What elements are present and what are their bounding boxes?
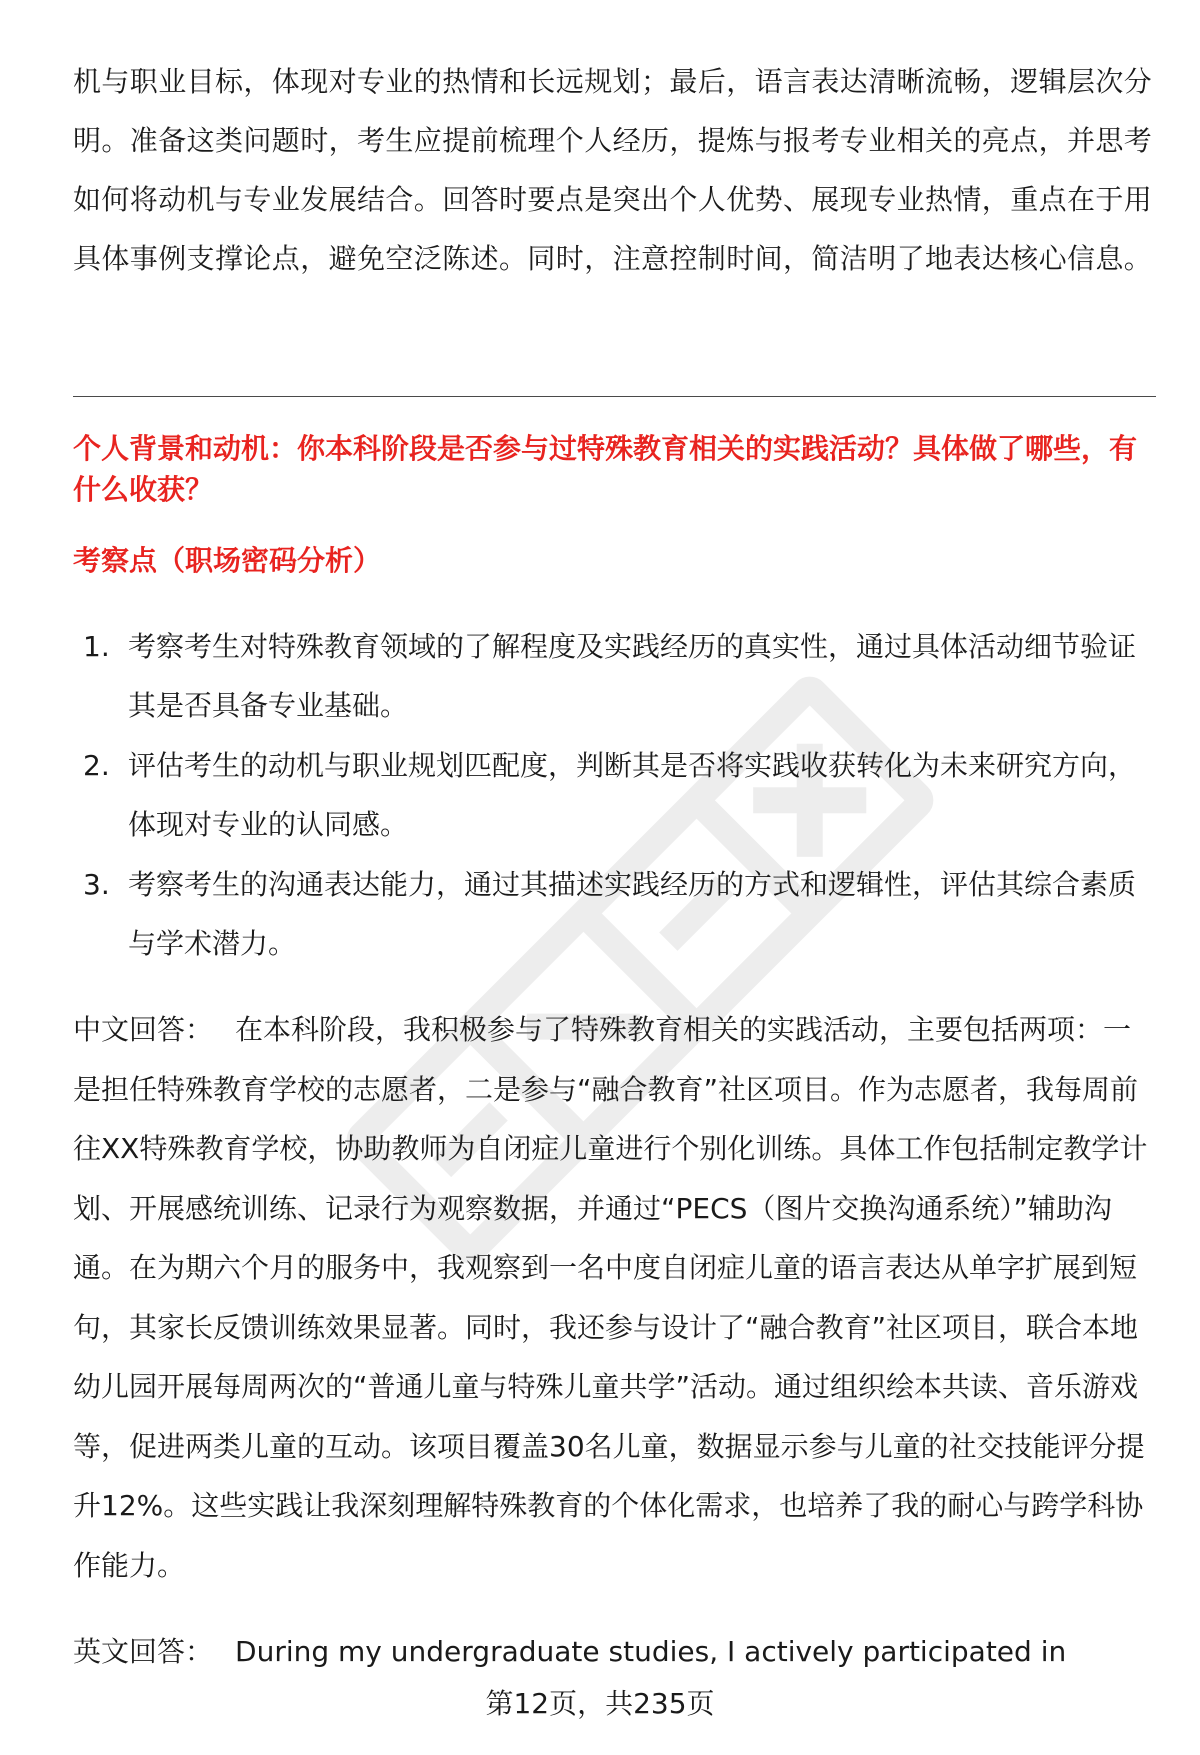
point-text: 考察考生对特殊教育领域的了解程度及实践经历的真实性，通过具体活动细节验证其是否具备专业基础。	[128, 630, 1137, 722]
section-divider	[73, 396, 1156, 397]
question-title: 个人背景和动机：你本科阶段是否参与过特殊教育相关的实践活动？具体做了哪些，有什么收获？	[73, 432, 1138, 506]
assessment-point	[73, 855, 1153, 973]
point-number: 2.	[83, 749, 110, 782]
chinese-answer-label: 中文回答：	[73, 1013, 214, 1046]
point-number: 3.	[83, 868, 110, 901]
chinese-answer	[73, 1000, 1158, 1595]
point-text: 考察考生的沟通表达能力，通过其描述实践经历的方式和逻辑性，评估其综合素质与学术潜力。	[128, 868, 1137, 960]
point-number: 1.	[83, 630, 110, 663]
assessment-point	[73, 617, 1153, 735]
english-answer	[73, 1622, 1158, 1681]
chinese-answer-text: 在本科阶段，我积极参与了特殊教育相关的实践活动，主要包括两项：一是担任特殊教育学校的志愿者，二是参与“融合教育”社区项目。作为志愿者，我每周前往XX特殊教育学校，协助教师为自闭症儿童进行个别化训练。具体工作包括制定教学计划、开展感统训练、记录行为观察数据，并通过“PECS（图片交换沟通系统）”辅助沟通。在为期六个月的服务中，我观察到一名中度自闭症儿童的语言表达从单字扩展到短句，其家长反馈训练效果显著。同时，我还参与设计了“融合教育”社区项目，联合本地幼儿园开展每周两次的“普通儿童与特殊儿童共学”活动。通过组织绘本共读、音乐游戏等，促进两类儿童的互动。该项目覆盖30名儿童，数据显示参与儿童的社交技能评分提升12%。这些实践让我深刻理解特殊教育的个体化需求，也培养了我的耐心与跨学科协作能力。	[73, 1013, 1148, 1582]
page-number: 第12页，共235页	[485, 1687, 715, 1720]
point-text: 评估考生的动机与职业规划匹配度，判断其是否将实践收获转化为未来研究方向，体现对专业的认同感。	[128, 749, 1137, 841]
english-answer-text: During my undergraduate studies, I actively participated in	[235, 1635, 1067, 1668]
assessment-point	[73, 736, 1153, 854]
english-answer-label: 英文回答：	[73, 1635, 214, 1668]
assessment-points-list	[73, 617, 1153, 974]
assessment-subtitle: 考察点（职场密码分析）	[73, 544, 382, 577]
intro-paragraph: 机与职业目标，体现对专业的热情和长远规划；最后，语言表达清晰流畅，逻辑层次分明。准备这类问题时，考生应提前梳理个人经历，提炼与报考专业相关的亮点，并思考如何将动机与专业发展结合。回答时要点是突出个人优势、展现专业热情，重点在于用具体事例支撑论点，避免空泛陈述。同时，注意控制时间，简洁明了地表达核心信息。	[73, 65, 1153, 275]
